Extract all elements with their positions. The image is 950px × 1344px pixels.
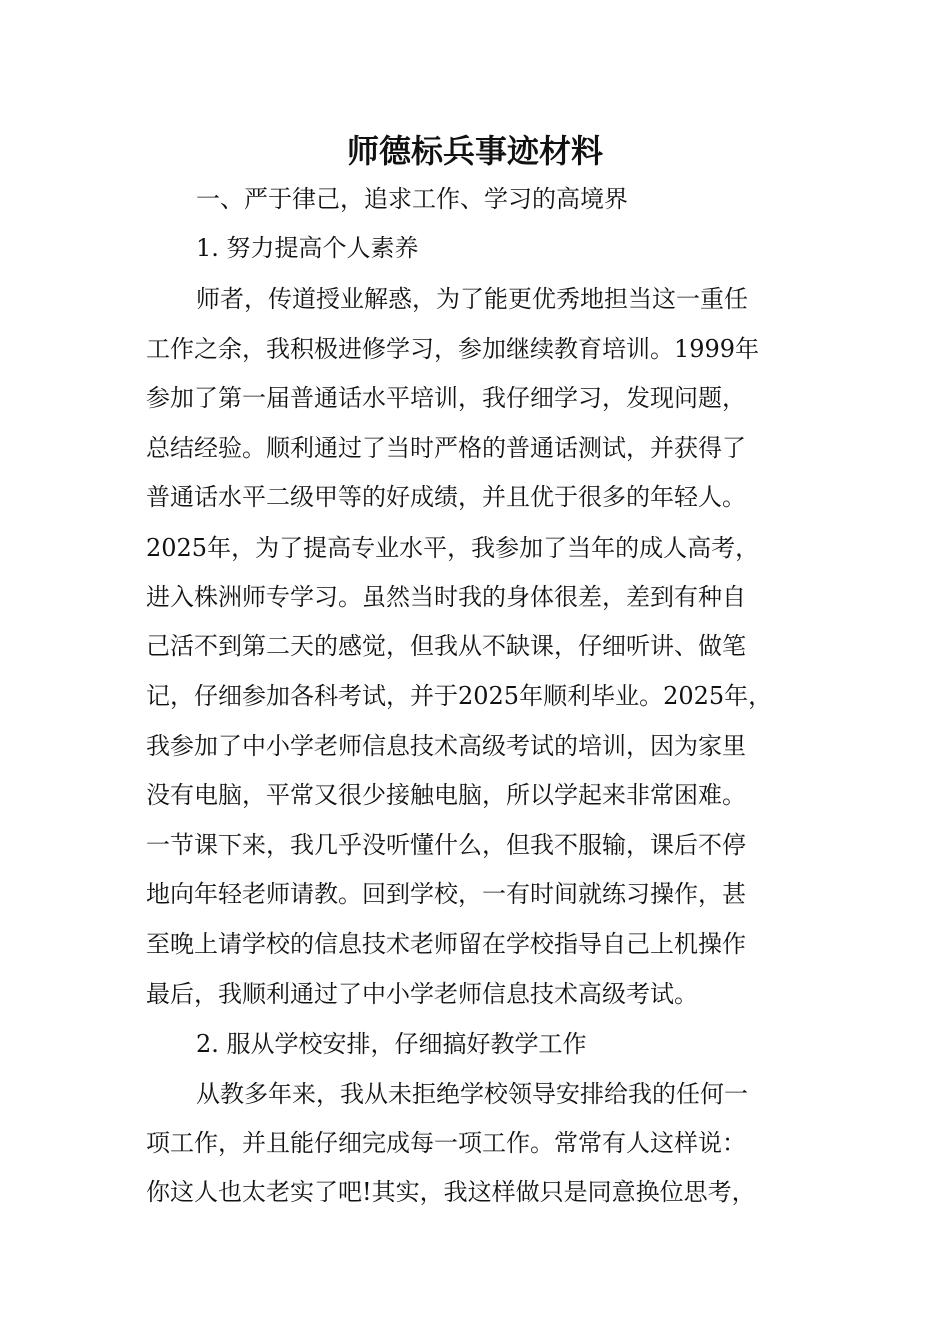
section-heading: 一、严于律己，追求工作、学习的高境界: [196, 185, 628, 213]
paragraph-line: 工作之余，我积极进修学习，参加继续教育培训。1999年: [146, 335, 760, 363]
subsection-heading: 1. 努力提高个人素养: [196, 234, 419, 262]
paragraph-line: 2025年，为了提高专业水平，我参加了当年的成人高考，: [146, 534, 760, 562]
paragraph-line: 你这人也太老实了吧!其实，我这样做只是同意换位思考，: [146, 1178, 756, 1206]
paragraph-line: 项工作，并且能仔细完成每一项工作。常常有人这样说：: [146, 1129, 746, 1157]
paragraph-line: 进入株洲师专学习。虽然当时我的身体很差，差到有种自: [146, 583, 746, 611]
paragraph-line: 师者，传道授业解惑，为了能更优秀地担当这一重任: [196, 285, 748, 313]
paragraph-line: 至晚上请学校的信息技术老师留在学校指导自己上机操作: [146, 930, 746, 958]
paragraph-line: 己活不到第二天的感觉，但我从不缺课，仔细听讲、做笔: [146, 632, 746, 660]
paragraph-line: 从教多年来，我从未拒绝学校领导安排给我的任何一: [196, 1080, 748, 1108]
paragraph-line: 没有电脑，平常又很少接触电脑，所以学起来非常困难。: [146, 781, 746, 809]
page-title: 师德标兵事迹材料: [346, 132, 603, 170]
paragraph-line: 我参加了中小学老师信息技术高级考试的培训，因为家里: [146, 732, 746, 760]
paragraph-line: 最后，我顺利通过了中小学老师信息技术高级考试。: [146, 980, 698, 1008]
paragraph-line: 普通话水平二级甲等的好成绩，并且优于很多的年轻人。: [146, 483, 746, 511]
paragraph-line: 记，仔细参加各科考试，并于2025年顺利毕业。2025年，: [146, 682, 773, 710]
paragraph-line: 总结经验。顺利通过了当时严格的普通话测试，并获得了: [146, 434, 746, 462]
paragraph-line: 地向年轻老师请教。回到学校，一有时间就练习操作，甚: [146, 880, 746, 908]
paragraph-line: 一节课下来，我几乎没听懂什么，但我不服输，课后不停: [146, 831, 746, 859]
subsection-heading: 2. 服从学校安排，仔细搞好教学工作: [196, 1030, 587, 1058]
paragraph-line: 参加了第一届普通话水平培训，我仔细学习，发现问题，: [146, 384, 746, 412]
